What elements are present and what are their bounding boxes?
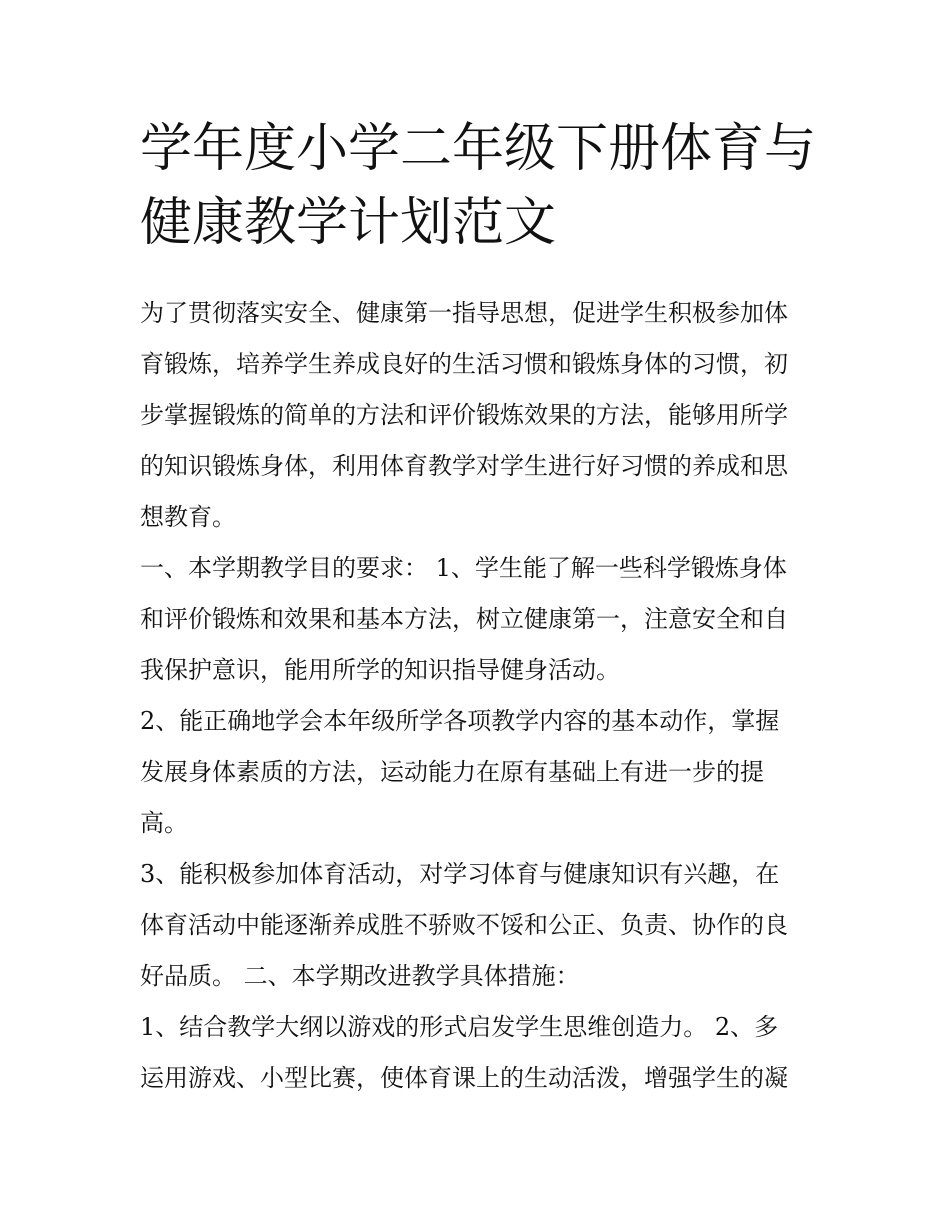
title-line: 健康教学计划范文 [140, 193, 557, 253]
paragraph-line: 育锻炼，培养学生养成良好的生活习惯和锻炼身体的习惯，初 [140, 350, 788, 378]
paragraph-line: 3、能积极参加体育活动，对学习体育与健康知识有兴趣，在 [140, 860, 780, 888]
paragraph-line: 步掌握锻炼的简单的方法和评价锻炼效果的方法，能够用所学 [140, 401, 788, 429]
paragraph-line: 想教育。 [140, 503, 236, 531]
document-body [140, 288, 812, 1104]
paragraph-line: 2、能正确地学会本年级所学各项教学内容的基本动作，掌握 [140, 707, 780, 735]
paragraph-line: 高。 [140, 809, 188, 837]
paragraph-line: 一、本学期教学目的要求： 1、学生能了解一些科学锻炼身体 [140, 554, 787, 582]
document-content [140, 112, 817, 1104]
paragraph-line: 的知识锻炼身体，利用体育教学对学生进行好习惯的养成和思 [140, 452, 788, 480]
paragraph-line: 运用游戏、小型比赛，使体育课上的生动活泼，增强学生的凝 [140, 1064, 788, 1092]
paragraph-line: 发展身体素质的方法，运动能力在原有基础上有进一步的提 [140, 758, 764, 786]
paragraph-line: 我保护意识，能用所学的知识指导健身活动。 [140, 656, 620, 684]
paragraph-line: 和评价锻炼和效果和基本方法，树立健康第一，注意安全和自 [140, 605, 788, 633]
title-line: 学年度小学二年级下册体育与 [140, 119, 817, 179]
document-title [140, 112, 817, 260]
paragraph-line: 好品质。 二、本学期改进教学具体措施： [140, 962, 580, 990]
paragraph-line: 体育活动中能逐渐养成胜不骄败不馁和公正、负责、协作的良 [140, 911, 788, 939]
paragraph-line: 1、结合教学大纲以游戏的形式启发学生思维创造力。 2、多 [140, 1013, 779, 1041]
paragraph-line: 为了贯彻落实安全、健康第一指导思想，促进学生积极参加体 [140, 299, 788, 327]
